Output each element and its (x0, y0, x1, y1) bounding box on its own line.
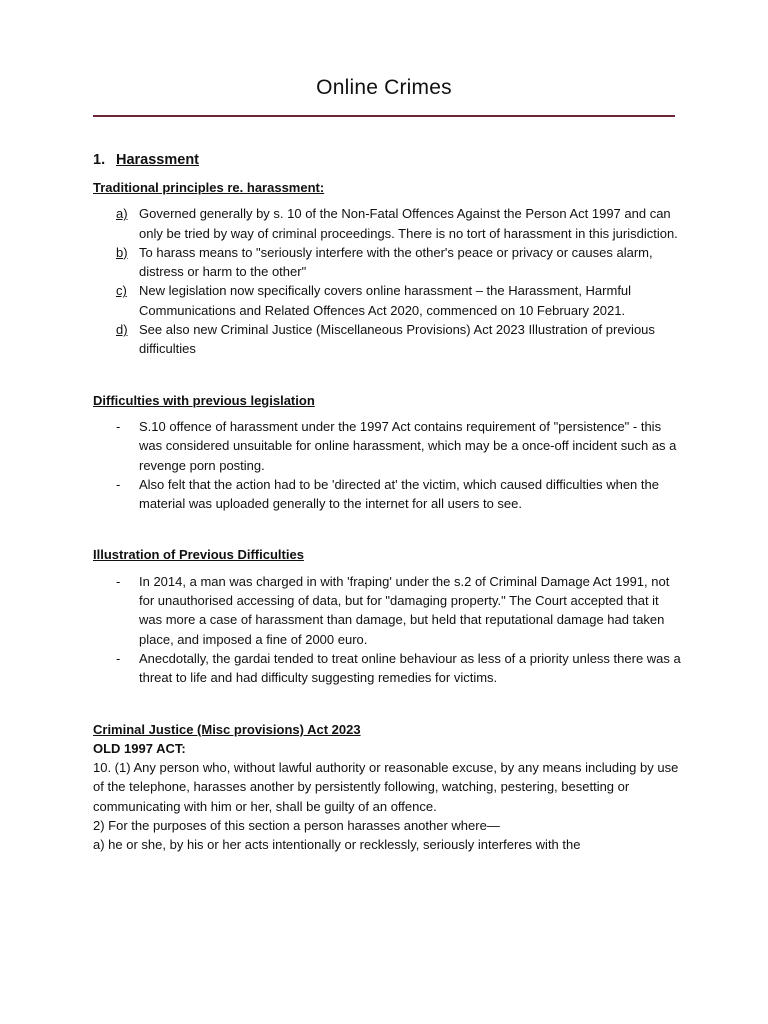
subheading-difficulties: Difficulties with previous legislation (93, 392, 315, 408)
section-number: 1. (93, 152, 106, 168)
subheading-cj-2023: Criminal Justice (Misc provisions) Act 2023 (93, 721, 361, 737)
statute-paragraph: 2) For the purposes of this section a person harasses another where— (93, 818, 500, 834)
list-item (93, 572, 683, 649)
list-item-text: S.10 offence of harassment under the 1997 Act contains requirement of "persistence" - this was considered unsuitable for online harassment, which may be a once-off incident such as a revenge porn posting. (139, 418, 677, 473)
statute-paragraph: 10. (1) Any person who, without lawful authority or reasonable excuse, by any means including by use of the telephone, harasses another by persistently following, watching, pestering, besetting or communicating with him or her, shall be guilty of an offence. (93, 760, 679, 814)
old-act-label: OLD 1997 ACT: (93, 740, 186, 756)
difficulties-list (93, 417, 683, 513)
list-item-text: See also new Criminal Justice (Miscellaneous Provisions) Act 2023 Illustration of previous difficulties (139, 322, 655, 357)
list-item-text: To harass means to "seriously interfere with the other's peace or privacy or causes alarm, distress or harm to the other" (139, 244, 653, 280)
list-item (93, 204, 683, 243)
list-marker: a) (116, 206, 128, 222)
list-item (93, 649, 683, 688)
document-title: Online Crimes (316, 76, 452, 99)
illustration-list (93, 572, 683, 688)
list-marker: - (116, 650, 121, 666)
list-item (93, 320, 683, 359)
statute-paragraph: a) he or she, by his or her acts intentionally or recklessly, seriously interferes with the (93, 837, 581, 853)
section-heading-harassment (93, 150, 683, 170)
list-item-text: Anecdotally, the gardai tended to treat online behaviour as less of a priority unless there was a threat to life and had difficulty suggesting remedies for victims. (139, 650, 681, 686)
document-body (93, 150, 683, 855)
list-item-text: Also felt that the action had to be 'directed at' the victim, which caused difficulties when the material was uploaded generally to the internet for all users to see. (139, 476, 659, 512)
list-item-text: New legislation now specifically covers online harassment – the Harassment, Harmful Communications and Related Offences Act 2020, commenced on 10 February 2021. (139, 283, 632, 318)
list-marker: b) (116, 244, 128, 260)
subheading-illustration: Illustration of Previous Difficulties (93, 547, 304, 563)
section-title: Harassment (116, 152, 200, 168)
list-marker: c) (116, 283, 127, 299)
title-divider (93, 115, 675, 117)
list-marker: - (116, 418, 121, 434)
cj2023-section (93, 720, 683, 855)
list-item-text: In 2014, a man was charged in with 'fraping' under the s.2 of Criminal Damage Act 1991, not for unauthorised accessing of data, but for "damaging property." The Court accepted that it was more a case of harassment than damage, but held that reputational damage had taken place, and imposed a fine of 2000 euro. (139, 573, 670, 647)
list-marker: - (116, 573, 121, 589)
list-item (93, 243, 683, 282)
list-marker: d) (116, 322, 128, 338)
subheading-traditional-principles: Traditional principles re. harassment: (93, 180, 325, 195)
list-marker: - (116, 476, 121, 492)
list-item-text: Governed generally by s. 10 of the Non-Fatal Offences Against the Person Act 1997 and can only be tried by way of criminal proceedings. There is no tort of harassment in this jurisdiction. (139, 206, 678, 241)
list-item (93, 281, 683, 320)
traditional-principles-list (93, 204, 683, 358)
list-item (93, 417, 683, 475)
list-item (93, 475, 683, 514)
